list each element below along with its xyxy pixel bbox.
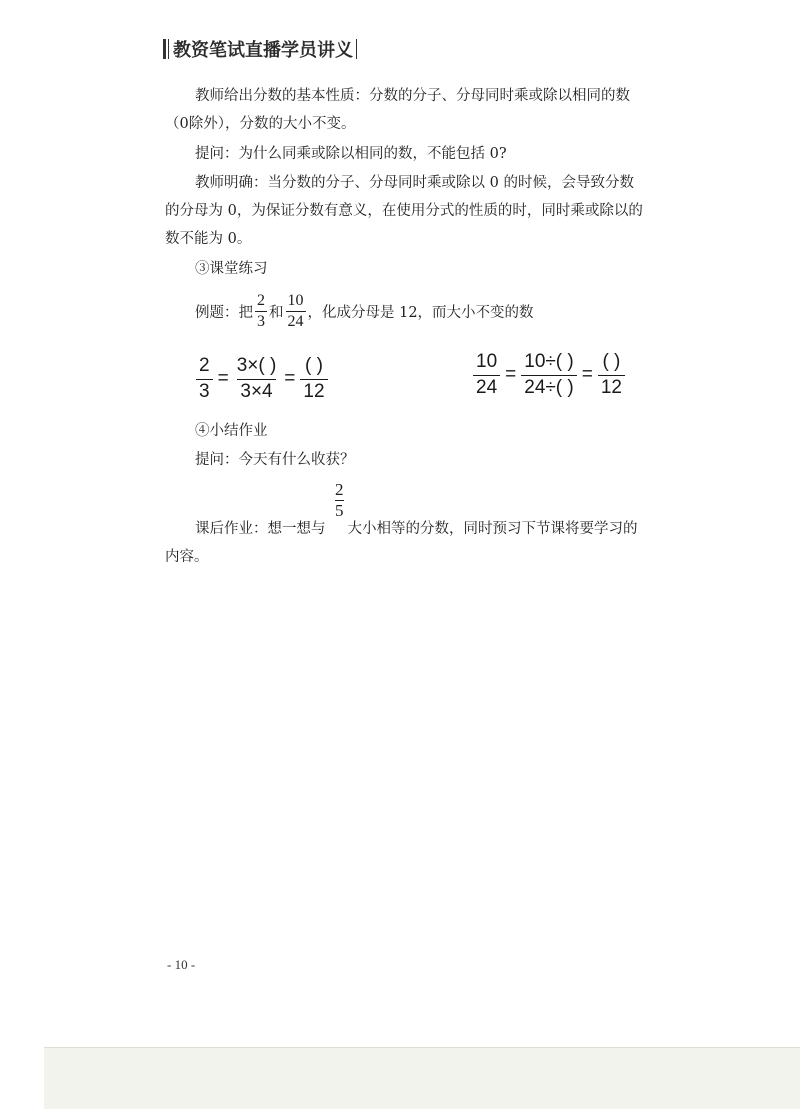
section-heading-practice: ③课堂练习 bbox=[195, 261, 268, 277]
header-bar-decoration bbox=[168, 39, 169, 59]
homework-prefix: 课后作业：想一想与 bbox=[195, 521, 326, 537]
example-and: 和 bbox=[269, 304, 284, 321]
homework-line2: 内容。 bbox=[165, 549, 209, 565]
equals-sign: = bbox=[581, 364, 593, 386]
eq-left-fraction-3 bbox=[300, 356, 327, 403]
example-line bbox=[165, 292, 705, 330]
example-suffix: ，化成分母是 12，而大小不变的数 bbox=[307, 304, 534, 321]
page-header bbox=[163, 36, 357, 62]
fraction-denominator: 12 bbox=[598, 375, 625, 399]
eq-right-fraction-2 bbox=[521, 352, 577, 399]
fraction-two-thirds bbox=[255, 292, 267, 330]
fraction-denominator: 24÷( ) bbox=[521, 375, 577, 399]
equation-left bbox=[193, 356, 331, 403]
paragraph-question: 提问：为什么同乘或除以相同的数，不能包括 0? bbox=[195, 146, 507, 162]
fraction-ten-24ths bbox=[286, 292, 306, 330]
fraction-denominator: 3 bbox=[257, 312, 265, 330]
eq-right-fraction-1 bbox=[473, 352, 500, 399]
fraction-denominator: 12 bbox=[300, 379, 327, 403]
paragraph-clarify-line1: 教师明确：当分数的分子、分母同时乘或除以 0 的时候，会导致分数 bbox=[195, 175, 634, 191]
paragraph-property-line2: （0除外），分数的大小不变。 bbox=[165, 116, 356, 132]
equals-sign: = bbox=[284, 368, 296, 390]
scan-page-edge bbox=[44, 1047, 800, 1109]
homework-line1 bbox=[165, 515, 705, 543]
fraction-numerator: ( ) bbox=[602, 351, 621, 372]
eq-right-fraction-3 bbox=[598, 352, 625, 399]
fraction-numerator: 3×( ) bbox=[236, 355, 277, 376]
fraction-numerator: 10 bbox=[476, 351, 498, 372]
header-title: 教资笔试直播学员讲义 bbox=[173, 40, 353, 61]
fraction-denominator: 3×4 bbox=[237, 379, 275, 403]
eq-left-fraction-2 bbox=[234, 356, 280, 403]
fraction-denominator: 5 bbox=[335, 500, 344, 520]
fraction-denominator: 3 bbox=[196, 379, 213, 403]
page-number: - 10 - bbox=[167, 957, 196, 972]
paragraph-harvest-question: 提问：今天有什么收获？ bbox=[195, 452, 355, 468]
paragraph-clarify-line3: 数不能为 0。 bbox=[165, 231, 252, 247]
header-bar-decoration bbox=[163, 39, 166, 59]
homework-suffix: 大小相等的分数，同时预习下节课将要学习的 bbox=[347, 521, 638, 537]
example-prefix: 例题：把 bbox=[195, 304, 253, 321]
fraction-numerator: 2 bbox=[257, 292, 265, 309]
fraction-numerator: 10 bbox=[287, 292, 304, 309]
equals-sign: = bbox=[217, 368, 229, 390]
fraction-numerator: ( ) bbox=[305, 355, 323, 376]
paragraph-property-line1: 教师给出分数的基本性质：分数的分子、分母同时乘或除以相同的数 bbox=[195, 88, 630, 104]
fraction-numerator: 2 bbox=[199, 355, 210, 376]
section-heading-summary: ④小结作业 bbox=[195, 423, 268, 439]
paragraph-clarify-line2: 的分母为 0，为保证分数有意义，在使用分式的性质的时，同时乘或除以的 bbox=[165, 203, 643, 219]
fraction-numerator: 10÷( ) bbox=[524, 351, 574, 372]
header-bar-decoration bbox=[356, 39, 357, 59]
fraction-denominator: 24 bbox=[473, 375, 500, 399]
eq-left-fraction-1 bbox=[196, 356, 213, 403]
equals-sign: = bbox=[505, 364, 517, 386]
fraction-numerator: 2 bbox=[335, 480, 344, 499]
fraction-denominator: 24 bbox=[287, 312, 304, 330]
equation-right bbox=[470, 352, 628, 399]
